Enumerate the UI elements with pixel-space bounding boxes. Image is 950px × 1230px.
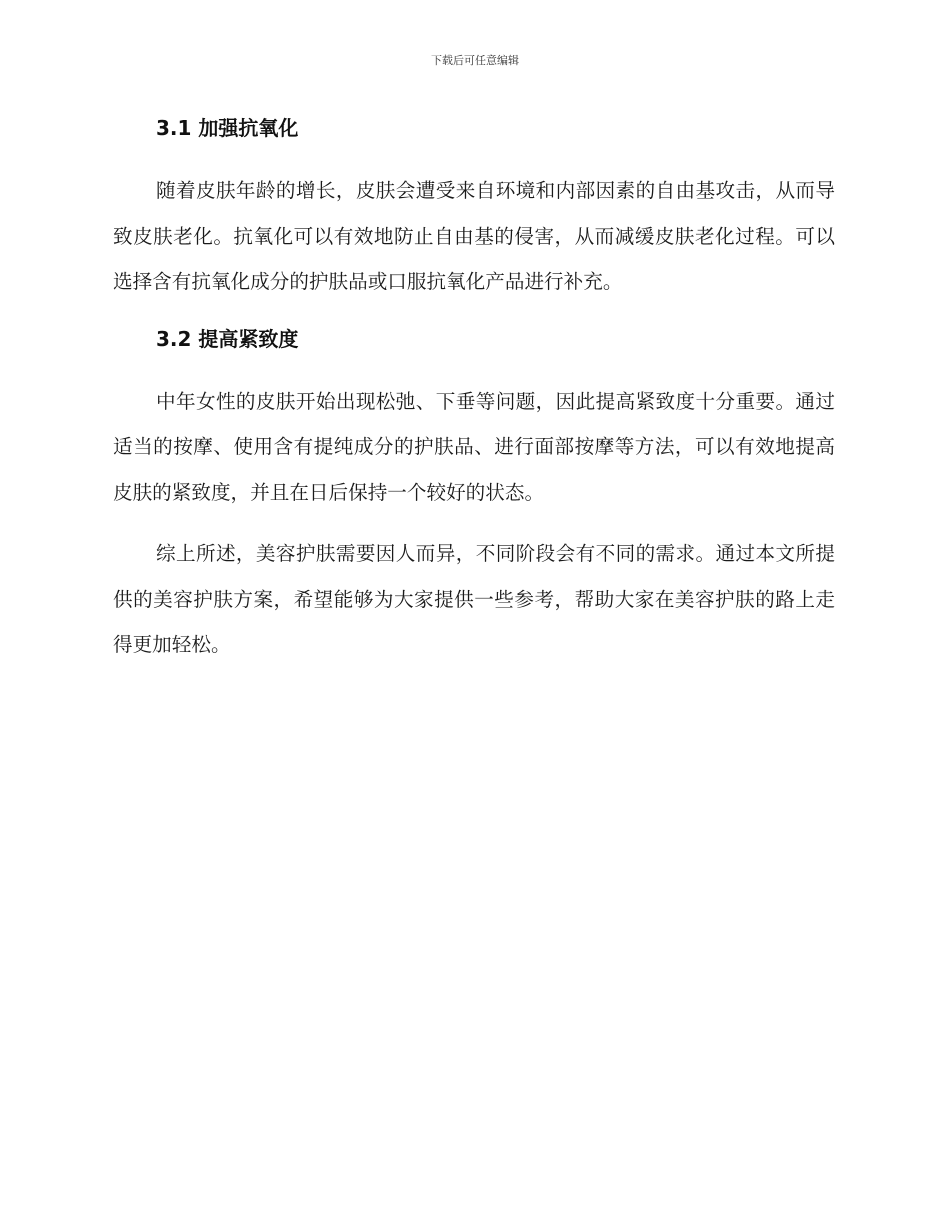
document-body — [113, 112, 835, 668]
section-heading-firmness: 3.2 提高紧致度 — [156, 326, 299, 351]
section-heading-antioxidant: 3.1 加强抗氧化 — [156, 116, 299, 140]
page-header: 下载后可任意编辑 — [431, 54, 519, 67]
section-paragraph-firmness: 中年女性的皮肤开始出现松弛、下垂等问题，因此提高紧致度十分重要。通过适当的按摩、使用含有提纯成分的护肤品、进行面部按摩等方法，可以有效地提高皮肤的紧致度，并且在日后保持一个较好的状态。 — [113, 389, 835, 504]
conclusion-paragraph: 综上所述，美容护肤需要因人而异，不同阶段会有不同的需求。通过本文所提供的美容护肤方案，希望能够为大家提供一些参考，帮助大家在美容护肤的路上走得更加轻松。 — [113, 542, 835, 656]
section-paragraph-antioxidant: 随着皮肤年龄的增长，皮肤会遭受来自环境和内部因素的自由基攻击，从而导致皮肤老化。抗氧化可以有效地防止自由基的侵害，从而减缓皮肤老化过程。可以选择含有抗氧化成分的护肤品或口服抗氧化产品进行补充。 — [113, 179, 835, 293]
